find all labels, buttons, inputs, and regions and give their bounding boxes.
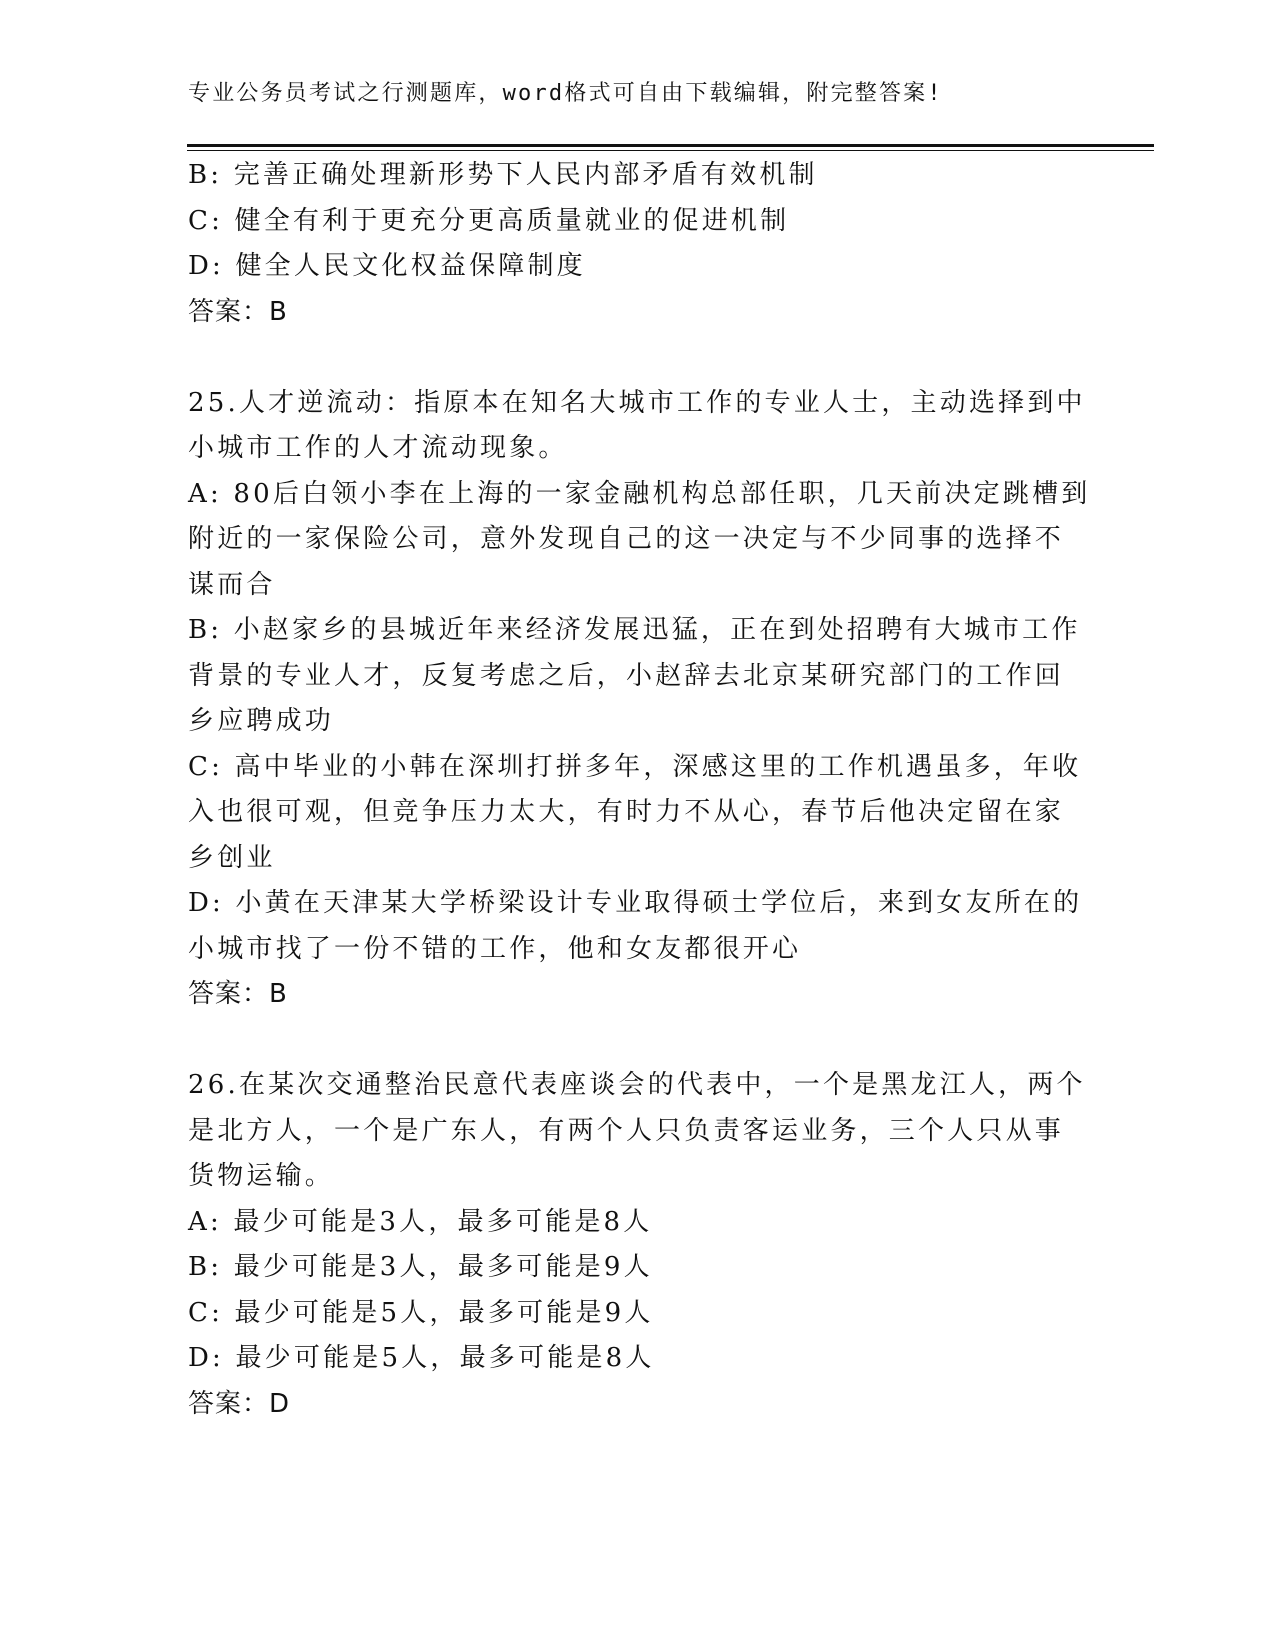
q26-stem-line: 26.在某次交通整治民意代表座谈会的代表中，一个是黑龙江人，两个 xyxy=(188,1070,1086,1100)
q25-option-d-line: D: 小黄在天津某大学桥梁设计专业取得硕士学位后，来到女友所在的 xyxy=(188,888,1083,918)
spacer xyxy=(188,1018,1088,1064)
page-header: 专业公务员考试之行测题库，word格式可自由下载编辑，附完整答案! xyxy=(188,81,943,106)
q25-option-b-line: 背景的专业人才，反复考虑之后，小赵辞去北京某研究部门的工作回 xyxy=(188,660,1065,691)
q25-option-b-line: 乡应聘成功 xyxy=(188,706,335,736)
q26-stem-line: 货物运输。 xyxy=(188,1161,335,1191)
header-rule-thin xyxy=(187,150,1154,151)
q25-stem-line: 小城市工作的人才流动现象。 xyxy=(188,433,568,463)
q26-stem-line: 是北方人，一个是广东人，有两个人只负责客运业务，三个人只从事 xyxy=(188,1115,1065,1146)
q24-option-c: C: 健全有利于更充分更高质量就业的促进机制 xyxy=(188,205,790,236)
q25-stem-line: 25.人才逆流动：指原本在知名大城市工作的专业人士，主动选择到中 xyxy=(188,387,1086,418)
spacer xyxy=(188,335,1088,381)
q25-option-b-line: B: 小赵家乡的县城近年来经济发展迅猛，正在到处招聘有大城市工作 xyxy=(188,615,1081,645)
q24-option-b: B: 完善正确处理新形势下人民内部矛盾有效机制 xyxy=(188,160,818,190)
header-rule-thick xyxy=(187,144,1154,147)
q26-option-c: C: 最少可能是5人，最多可能是9人 xyxy=(188,1297,654,1328)
q25-option-c-line: C: 高中毕业的小韩在深圳打拼多年，深感这里的工作机遇虽多，年收 xyxy=(188,751,1082,782)
q24-answer: 答案：B xyxy=(188,296,288,327)
q26-option-b: B: 最少可能是3人，最多可能是9人 xyxy=(188,1252,653,1282)
q26-option-d: D: 最少可能是5人，最多可能是8人 xyxy=(188,1343,655,1373)
q25-option-c-line: 入也很可观，但竞争压力太大，有时力不从心，春节后他决定留在家 xyxy=(188,797,1065,827)
q25-option-a-line: 谋而合 xyxy=(188,569,276,600)
q25-answer: 答案：B xyxy=(188,979,288,1009)
q26-option-a: A: 最少可能是3人，最多可能是8人 xyxy=(188,1206,653,1237)
question-content xyxy=(188,153,1091,1427)
q26-answer: 答案：D xyxy=(188,1388,291,1419)
q24-option-d: D: 健全人民文化权益保障制度 xyxy=(188,251,586,281)
q25-option-a-line: A: 80后白领小李在上海的一家金融机构总部任职，几天前决定跳槽到 xyxy=(188,478,1091,509)
q25-option-c-line: 乡创业 xyxy=(188,842,276,873)
q25-option-d-line: 小城市找了一份不错的工作，他和女友都很开心 xyxy=(188,933,802,964)
q25-option-a-line: 附近的一家保险公司，意外发现自己的这一决定与不少同事的选择不 xyxy=(188,524,1065,554)
